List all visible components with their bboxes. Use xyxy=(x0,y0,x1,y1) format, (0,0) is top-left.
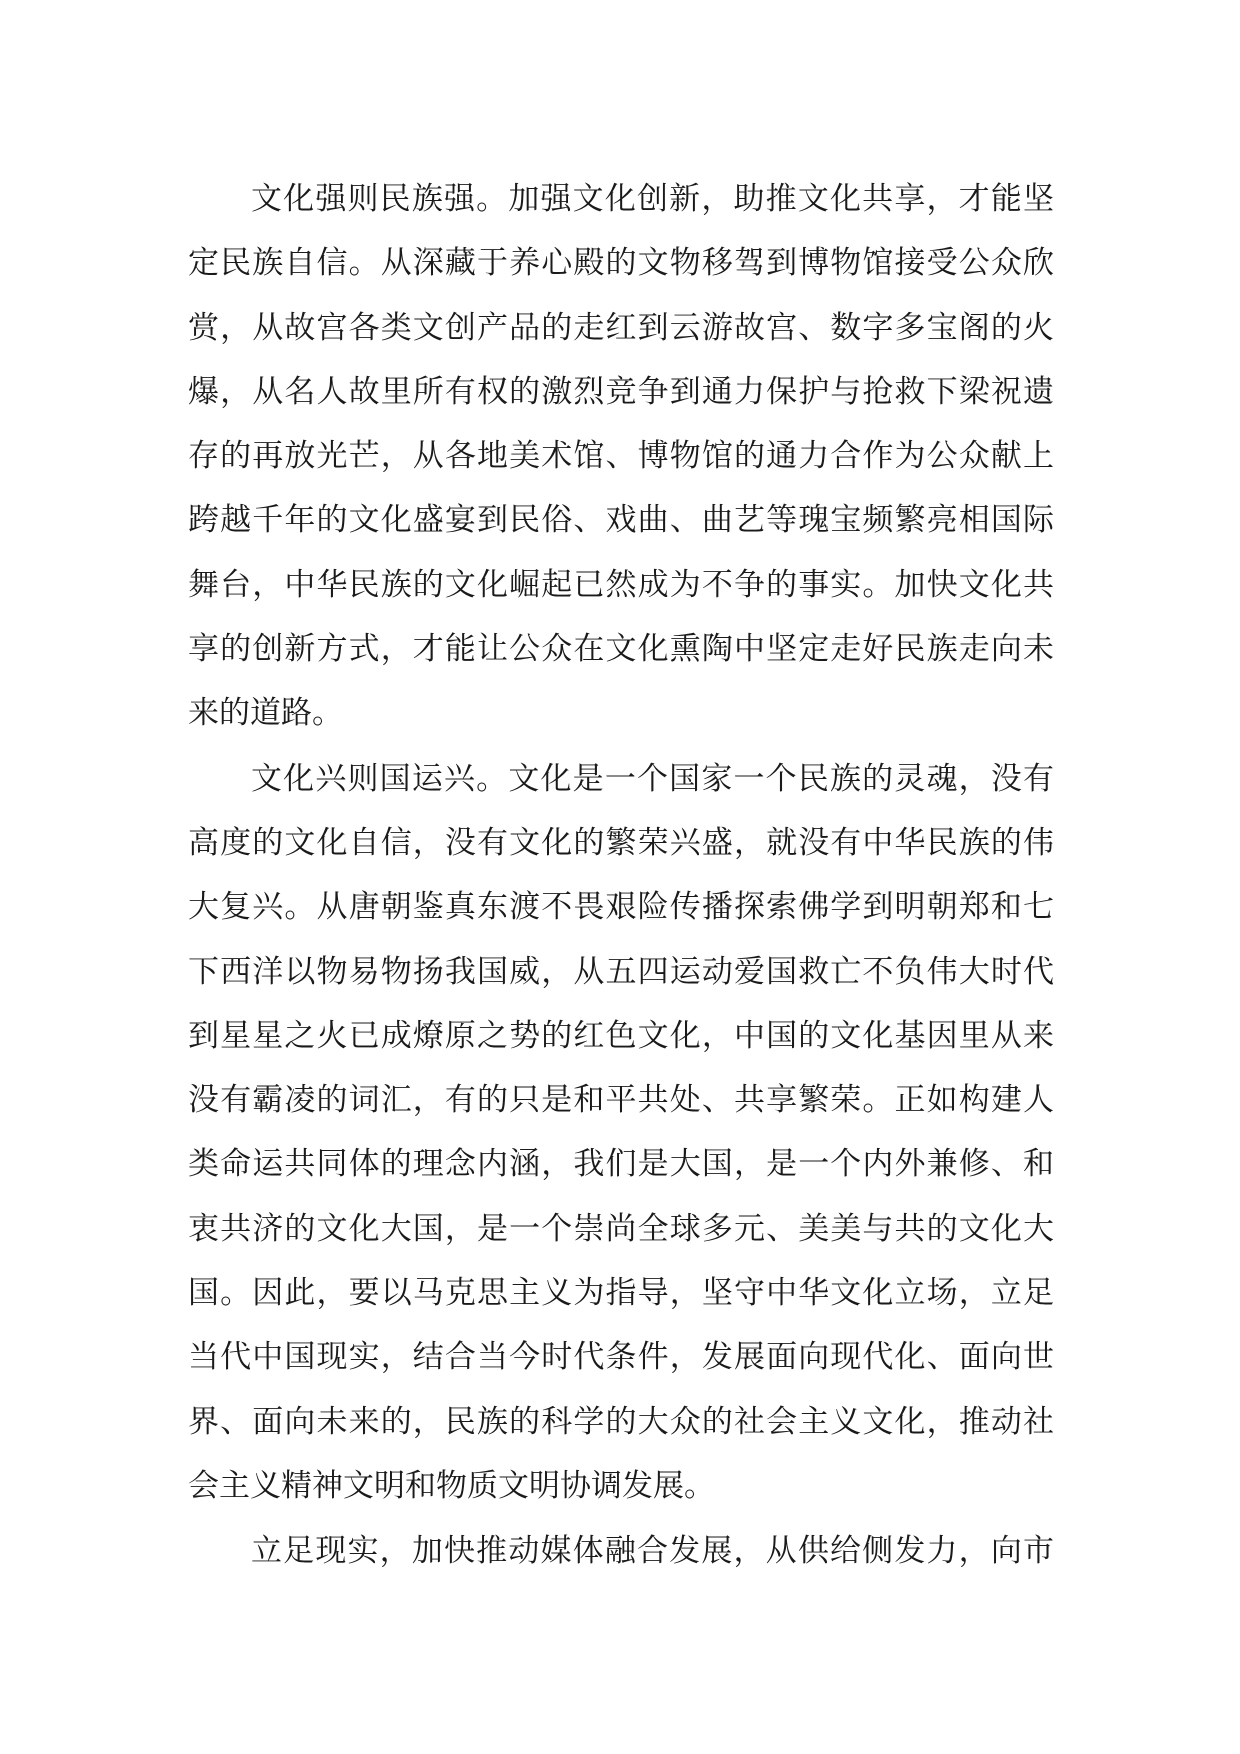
document-body xyxy=(188,167,1054,1585)
paragraph-1 xyxy=(188,167,1054,746)
text-line: 国。因此，要以马克思主义为指导，坚守中华文化立场，立足 xyxy=(188,1275,1054,1312)
text-line: 衷共济的文化大国，是一个崇尚全球多元、美美与共的文化大 xyxy=(188,1210,1054,1247)
text-line: 舞台，中华民族的文化崛起已然成为不争的事实。加快文化共 xyxy=(188,566,1054,603)
text-line: 跨越千年的文化盛宴到民俗、戏曲、曲艺等瑰宝频繁亮相国际 xyxy=(188,502,1054,539)
text-line: 到星星之火已成燎原之势的红色文化，中国的文化基因里从来 xyxy=(188,1017,1054,1054)
text-line: 会主义精神文明和物质文明协调发展。 xyxy=(188,1467,715,1504)
paragraph-3 xyxy=(188,1519,1054,1583)
text-line: 文化强则民族强。加强文化创新，助推文化共享，才能坚 xyxy=(251,181,1054,217)
text-line: 类命运共同体的理念内涵，我们是大国，是一个内外兼修、和 xyxy=(188,1146,1054,1183)
text-line: 来的道路。 xyxy=(188,695,343,732)
text-line: 界、面向未来的，民族的科学的大众的社会主义文化，推动社 xyxy=(188,1403,1054,1440)
text-line: 立足现实，加快推动媒体融合发展，从供给侧发力，向市 xyxy=(251,1533,1054,1570)
text-line: 当代中国现实，结合当今时代条件，发展面向现代化、面向世 xyxy=(188,1339,1054,1376)
text-line: 赏，从故宫各类文创产品的走红到云游故宫、数字多宝阁的火 xyxy=(188,309,1054,346)
text-line: 大复兴。从唐朝鉴真东渡不畏艰险传播探索佛学到明朝郑和七 xyxy=(188,889,1054,926)
text-line: 没有霸凌的词汇，有的只是和平共处、共享繁荣。正如构建人 xyxy=(188,1082,1054,1119)
text-line: 下西洋以物易物扬我国威，从五四运动爱国救亡不负伟大时代 xyxy=(188,953,1054,990)
text-line: 定民族自信。从深藏于养心殿的文物移驾到博物馆接受公众欣 xyxy=(188,245,1054,282)
paragraph-2 xyxy=(188,747,1054,1519)
text-line: 爆，从名人故里所有权的激烈竞争到通力保护与抢救下梁祝遗 xyxy=(188,373,1054,410)
text-line: 存的再放光芒，从各地美术馆、博物馆的通力合作为公众献上 xyxy=(188,438,1054,475)
text-line: 文化兴则国运兴。文化是一个国家一个民族的灵魂，没有 xyxy=(251,760,1054,797)
text-line: 享的创新方式，才能让公众在文化熏陶中坚定走好民族走向未 xyxy=(188,631,1054,668)
text-line: 高度的文化自信，没有文化的繁荣兴盛，就没有中华民族的伟 xyxy=(188,824,1054,861)
